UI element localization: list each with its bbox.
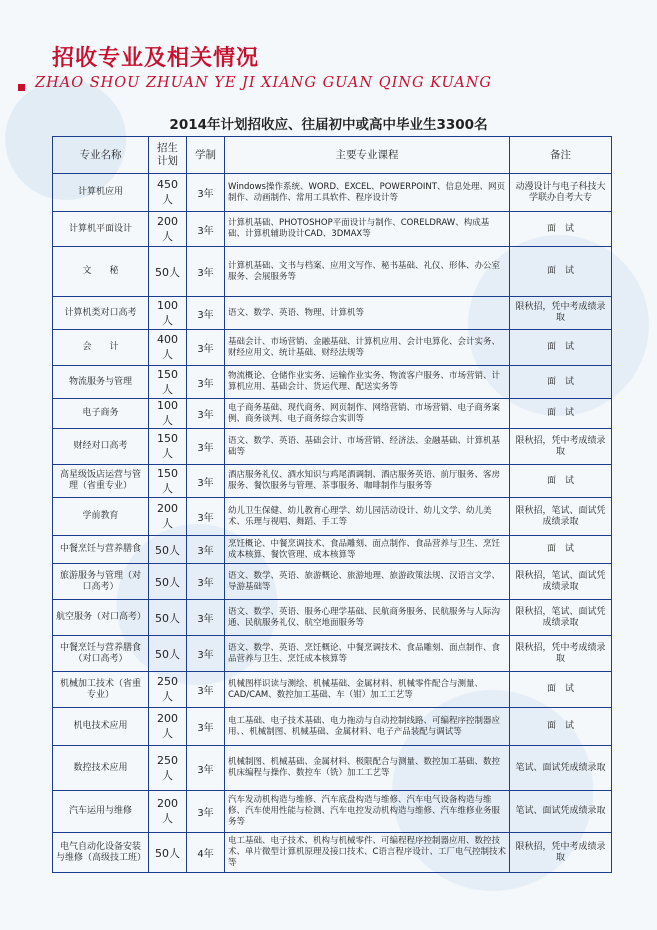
note-cell: 笔试、面试凭成绩录取 [510, 746, 612, 791]
major-cell: 电子商务 [53, 399, 149, 429]
courses-cell: 汽车发动机构造与维修、汽车底盘构造与维修、汽车电气设备构造与维修、汽车使用性能与检测、汽车电控发动机构造与维修、汽车维修业务服务等 [225, 791, 510, 833]
page-title-pinyin: ZHAO SHOU ZHUAN YE JI XIANG GUAN QING KUANG [35, 74, 493, 91]
quota-cell: 450人 [149, 174, 187, 212]
major-cell: 机械加工技术（省重专业） [53, 672, 149, 708]
courses-cell: 物流概论、仓储作业实务、运输作业实务、物流客户服务、市场营销、计算机应用、基础会计、货运代理、配送实务等 [225, 366, 510, 399]
table-row [53, 636, 612, 672]
note-cell: 限秋招，笔试、面试凭成绩录取 [510, 600, 612, 636]
note-cell: 限秋招，凭中考成绩录取 [510, 429, 612, 465]
quota-cell: 50人 [149, 600, 187, 636]
header-major: 专业名称 [53, 137, 149, 174]
table-row [53, 297, 612, 330]
major-cell: 电气自动化设备安装与维修（高级技工班） [53, 833, 149, 873]
major-cell: 会 计 [53, 330, 149, 366]
courses-cell: 语文、数学、英语、旅游概论、旅游地理、旅游政策法规、汉语言文学、导游基础等 [225, 564, 510, 600]
note-cell: 面 试 [510, 212, 612, 247]
courses-cell: 计算机基础、文书与档案、应用文写作、秘书基础、礼仪、形体、办公室服务、会展服务等 [225, 247, 510, 297]
table-row [53, 536, 612, 564]
title-en-row [18, 74, 492, 91]
courses-cell: 机械图样识读与测绘、机械基础、金属材料、机械零件配合与测量、CAD/CAM、数控加工基础、车（钳）加工工艺等 [225, 672, 510, 708]
quota-cell: 100人 [149, 399, 187, 429]
major-cell: 学前教育 [53, 498, 149, 536]
years-cell: 3年 [187, 247, 225, 297]
quota-cell: 50人 [149, 833, 187, 873]
courses-cell: Windows操作系统、WORD、EXCEL、POWERPOINT、信息处理、网页制作、动画制作、常用工具软件、程序设计等 [225, 174, 510, 212]
note-cell: 限秋招，凭中考成绩录取 [510, 636, 612, 672]
courses-cell: 电工基础、电子技术、机构与机械零件、可编程程序控制器应用、数控技术、单片微型计算机原理及接口技术、C语言程序设计、工厂电气控制技术等 [225, 833, 510, 873]
major-cell: 中餐烹饪与营养膳食（对口高考） [53, 636, 149, 672]
years-cell: 3年 [187, 297, 225, 330]
quota-cell: 50人 [149, 636, 187, 672]
major-cell: 物流服务与管理 [53, 366, 149, 399]
note-cell: 面 试 [510, 366, 612, 399]
table-header-row [53, 137, 612, 174]
quota-cell: 150人 [149, 366, 187, 399]
header-note: 备注 [510, 137, 612, 174]
courses-cell: 电子商务基础、现代商务、网页制作、网络营销、市场营销、电子商务案例、商务谈判、电子商务综合实训等 [225, 399, 510, 429]
courses-cell: 机械制图、机械基础、金属材料、极限配合与测量、数控加工基础、数控机床编程与操作、数控车（铣）加工工艺等 [225, 746, 510, 791]
major-cell: 数控技术应用 [53, 746, 149, 791]
courses-cell: 烹饪概论、中餐烹调技术、食品雕刻、面点制作、食品营养与卫生、烹饪成本核算、餐饮管理、成本核算等 [225, 536, 510, 564]
quota-cell: 50人 [149, 536, 187, 564]
table-row [53, 600, 612, 636]
courses-cell: 幼儿卫生保健、幼儿教育心理学、幼儿园活动设计、幼儿文学、幼儿美术、乐理与视唱、舞蹈、手工等 [225, 498, 510, 536]
table-row [53, 708, 612, 746]
note-cell: 限秋招，凭中考成绩录取 [510, 297, 612, 330]
note-cell: 限秋招，笔试、面试凭成绩录取 [510, 564, 612, 600]
years-cell: 3年 [187, 330, 225, 366]
page-header [18, 46, 492, 91]
note-cell: 限秋招，笔试、面试凭成绩录取 [510, 498, 612, 536]
table-row [53, 746, 612, 791]
major-cell: 计算机平面设计 [53, 212, 149, 247]
years-cell: 3年 [187, 791, 225, 833]
courses-cell: 电工基础、电子技术基础、电力拖动与自动控制线路、可编程序控制器应用、、机械制图、机械基础、金属材料、电子产品装配与调试等 [225, 708, 510, 746]
table-caption: 2014年计划招收应、往届初中或高中毕业生3300名 [169, 117, 488, 133]
table-row [53, 366, 612, 399]
quota-cell: 150人 [149, 465, 187, 498]
years-cell: 3年 [187, 672, 225, 708]
courses-cell: 语文、数学、英语、服务心理学基础、民航商务服务、民航服务与人际沟通、民航服务礼仪、航空地面服务等 [225, 600, 510, 636]
quota-cell: 100人 [149, 297, 187, 330]
years-cell: 3年 [187, 536, 225, 564]
table-row [53, 399, 612, 429]
quota-cell: 50人 [149, 247, 187, 297]
table-row [53, 174, 612, 212]
years-cell: 3年 [187, 600, 225, 636]
years-cell: 3年 [187, 366, 225, 399]
courses-cell: 语文、数学、英语、物理、计算机等 [225, 297, 510, 330]
quota-cell: 250人 [149, 672, 187, 708]
note-cell: 面 试 [510, 672, 612, 708]
red-square-icon [18, 84, 25, 91]
note-cell: 动漫设计与电子科技大学联办自考大专 [510, 174, 612, 212]
quota-cell: 50人 [149, 564, 187, 600]
majors-table [52, 136, 612, 873]
major-cell: 计算机应用 [53, 174, 149, 212]
note-cell: 面 试 [510, 708, 612, 746]
note-cell: 面 试 [510, 247, 612, 297]
major-cell: 旅游服务与管理（对口高考） [53, 564, 149, 600]
years-cell: 3年 [187, 498, 225, 536]
years-cell: 3年 [187, 564, 225, 600]
courses-cell: 酒店服务礼仪、酒水知识与鸡尾酒调制、酒店服务英语、前厅服务、客房服务、餐饮服务与管理、茶事服务、咖啡制作与服务等 [225, 465, 510, 498]
table-row [53, 498, 612, 536]
quota-cell: 400人 [149, 330, 187, 366]
courses-cell: 语文、数学、英语、烹饪概论、中餐烹调技术、食品雕刻、面点制作、食品营养与卫生、烹饪成本核算等 [225, 636, 510, 672]
years-cell: 3年 [187, 399, 225, 429]
note-cell: 面 试 [510, 536, 612, 564]
years-cell: 4年 [187, 833, 225, 873]
major-cell: 财经对口高考 [53, 429, 149, 465]
table-row [53, 429, 612, 465]
major-cell: 计算机类对口高考 [53, 297, 149, 330]
major-cell: 中餐烹饪与营养膳食 [53, 536, 149, 564]
major-cell: 高星级饭店运营与管理（省重专业） [53, 465, 149, 498]
quota-cell: 200人 [149, 498, 187, 536]
table-row [53, 833, 612, 873]
courses-cell: 计算机基础、PHOTOSHOP平面设计与制作、CORELDRAW、构成基础、计算机辅助设计CAD、3DMAX等 [225, 212, 510, 247]
quota-cell: 200人 [149, 791, 187, 833]
quota-cell: 150人 [149, 429, 187, 465]
quota-cell: 250人 [149, 746, 187, 791]
major-cell: 汽车运用与维修 [53, 791, 149, 833]
page-title: 招收专业及相关情况 [52, 46, 260, 71]
header-quota: 招生计划 [149, 137, 187, 174]
years-cell: 3年 [187, 708, 225, 746]
major-cell: 机电技术应用 [53, 708, 149, 746]
quota-cell: 200人 [149, 212, 187, 247]
years-cell: 3年 [187, 212, 225, 247]
note-cell: 笔试、面试凭成绩录取 [510, 791, 612, 833]
table-row [53, 247, 612, 297]
note-cell: 面 试 [510, 465, 612, 498]
note-cell: 面 试 [510, 399, 612, 429]
table-row [53, 672, 612, 708]
table-row [53, 564, 612, 600]
years-cell: 3年 [187, 465, 225, 498]
courses-cell: 基础会计、市场营销、金融基础、计算机应用、会计电算化、会计实务、财经应用文、统计基础、财经法规等 [225, 330, 510, 366]
header-courses: 主要专业课程 [225, 137, 510, 174]
years-cell: 3年 [187, 429, 225, 465]
table-row [53, 212, 612, 247]
table-row [53, 465, 612, 498]
header-years: 学制 [187, 137, 225, 174]
quota-cell: 200人 [149, 708, 187, 746]
note-cell: 面 试 [510, 330, 612, 366]
table-row [53, 791, 612, 833]
major-cell: 航空服务（对口高考） [53, 600, 149, 636]
years-cell: 3年 [187, 174, 225, 212]
years-cell: 3年 [187, 636, 225, 672]
note-cell: 限秋招，凭中考成绩录取 [510, 833, 612, 873]
major-cell: 文 秘 [53, 247, 149, 297]
years-cell: 3年 [187, 746, 225, 791]
table-row [53, 330, 612, 366]
courses-cell: 语文、数学、英语、基础会计、市场营销、经济法、金融基础、计算机基础等 [225, 429, 510, 465]
